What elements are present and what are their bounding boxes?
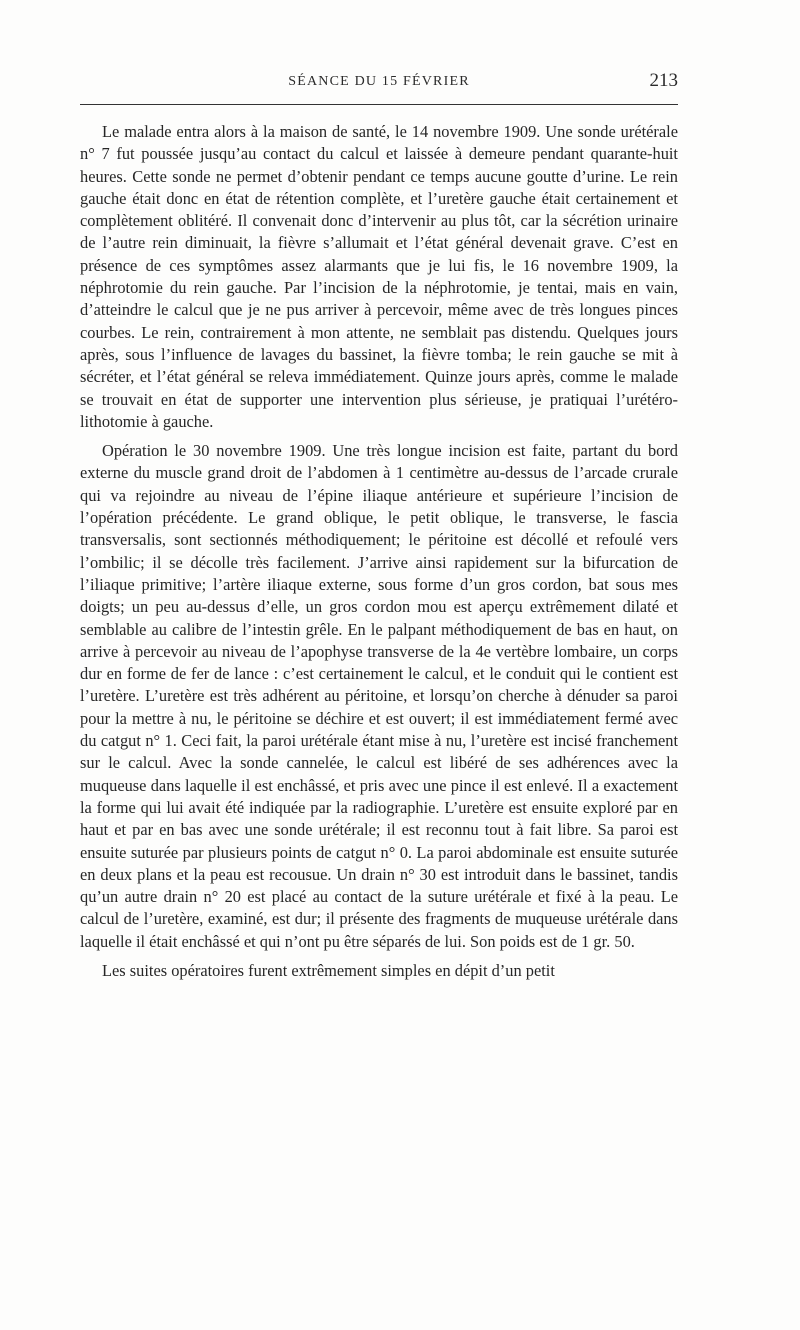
running-head: [80, 70, 678, 98]
running-title: SÉANCE DU 15 FÉVRIER: [288, 74, 470, 89]
header-rule: [80, 104, 678, 105]
paragraph-nephrotomy: Le malade entra alors à la maison de santé, le 14 novembre 1909. Une sonde urétérale n° 7 fut poussée jusqu’au contact du calcul et laissée à demeure pendant quarante-huit heures. Cette sonde ne permet d’obtenir pendant ce temps aucune goutte d’urine. Le rein gauche était donc en état de rétention complète, et l’uretère gauche était certainement et complètement oblitéré. Il convenait donc d’intervenir au plus tôt, car la sécrétion urinaire de l’autre rein diminuait, la fièvre s’allumait et l’état général devenait grave. C’est en présence de ces symptômes assez alarmants que je lui fis, le 16 novembre 1909, la néphrotomie du rein gauche. Par l’incision de la néphrotomie, je tentai, mais en vain, d’atteindre le calcul que je ne pus arriver à percevoir, même avec de très longues pinces courbes. Le rein, contrairement à mon attente, ne semblait pas distendu. Quelques jours après, sous l’influence de lavages du bassinet, la fièvre tomba; le rein gauche se mit à sécréter, et l’état général se releva immédiatement. Quinze jours après, comme le malade se trouvait en état de supporter une intervention plus sérieuse, je pratiquai l’urétéro-lithotomie à gauche.: [80, 122, 678, 431]
paragraph-postoperative: Les suites opératoires furent extrêmement simples en dépit d’un petit: [102, 960, 555, 980]
body-text: [80, 121, 678, 982]
page-number: 213: [649, 70, 678, 91]
paragraph-operation: Opération le 30 novembre 1909. Une très longue incision est faite, partant du bord externe du muscle grand droit de l’abdomen à 1 centimètre au-dessus de l’arcade crurale qui va rejoindre au niveau de l’épine iliaque antérieure et supérieure l’incision de l’opération précédente. Le grand oblique, le petit oblique, le transverse, le fascia transversalis, sont sectionnés méthodiquement; le péritoine est décollé et refoulé vers l’ombilic; il se décolle très facilement. J’arrive ainsi rapidement sur la bifurcation de l’iliaque primitive; l’artère iliaque externe, sous forme d’un gros cordon, bat sous mes doigts; un peu au-dessus d’elle, un gros cordon mou est aperçu extrêmement dilaté et semblable au calibre de l’intestin grêle. En le palpant méthodiquement de bas en haut, on arrive à percevoir au niveau de l’apophyse transverse de la 4e vertèbre lombaire, un corps dur en forme de fer de lance : c’est certainement le calcul, et le conduit qui le contient est l’uretère. L’uretère est très adhérent au péritoine, et lorsqu’on cherche à dénuder sa paroi pour la mettre à nu, le péritoine se déchire et est ouvert; il est immédiatement fermé avec du catgut n° 1. Ceci fait, la paroi urétérale étant mise à nu, l’uretère est incisé franchement sur le calcul. Avec la sonde cannelée, le calcul est libéré de ses adhérences avec la muqueuse dans laquelle il est enchâssé, et pris avec une pince il est enlevé. Il a exactement la forme qui lui avait été indiquée par la radiographie. L’uretère est ensuite exploré par en haut et par en bas avec une sonde urétérale; il est reconnu tout à fait libre. Sa paroi est ensuite suturée par plusieurs points de catgut n° 0. La paroi abdominale est ensuite suturée en deux plans et la peau est recousue. Un drain n° 30 est introduit dans le bassinet, tandis qu’un autre drain n° 20 est placé au contact de la suture urétérale et fixé à la peau. Le calcul de l’uretère, examiné, est dur; il présente des fragments de muqueuse urétérale dans laquelle il était enchâssé et qui n’ont pu être séparés de lui. Son poids est de 1 gr. 50.: [80, 441, 678, 951]
